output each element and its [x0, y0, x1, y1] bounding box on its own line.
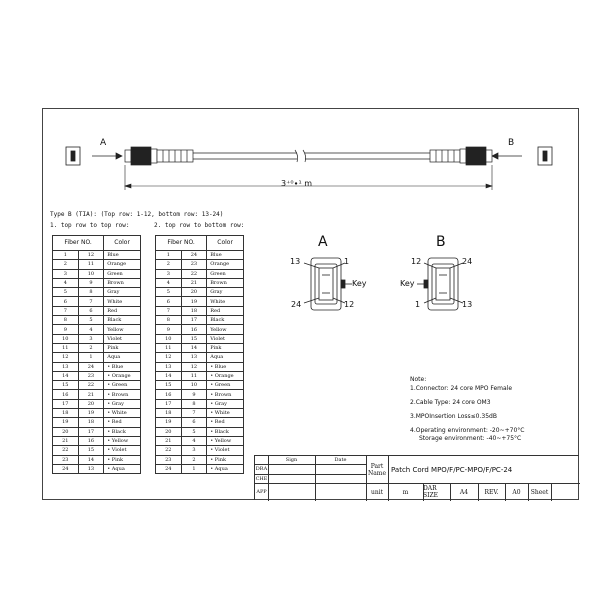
fiber-color: • Orange	[104, 371, 141, 380]
fiber-no-b: 21	[78, 390, 104, 399]
part-name-value: Patch Cord MPO/F/PC-MPO/F/PC-24	[391, 465, 513, 474]
fiber-color: • White	[207, 409, 244, 418]
fiber-no-a: 16	[53, 390, 79, 399]
fiber-color: Orange	[207, 260, 244, 269]
face-b-bottom-left: 1	[415, 300, 421, 309]
fiber-no-b: 4	[181, 436, 207, 445]
note-5: Storage environment: -40~+75°C	[419, 435, 522, 442]
date-header: Date	[334, 457, 347, 463]
fiber-color: • Blue	[207, 362, 244, 371]
fiber-color: • Gray	[207, 399, 244, 408]
fiber-no-a: 20	[53, 427, 79, 436]
fiber-color: • Black	[207, 427, 244, 436]
fiber-no-b: 5	[181, 427, 207, 436]
fiber-color: • Blue	[104, 362, 141, 371]
fiber-no-b: 6	[181, 418, 207, 427]
table2-caption: 2. top row to bottom row:	[154, 222, 245, 229]
fiber-color: Pink	[104, 343, 141, 352]
fiber-no-b: 3	[78, 334, 104, 343]
fiber-color: Red	[104, 306, 141, 315]
note-3: 3.MPOInsertion Loss≤0.35dB	[410, 413, 497, 420]
length-label: 3⁺⁰∙¹ m	[281, 179, 313, 188]
fiber-no-b: 15	[181, 334, 207, 343]
fiber-no-b: 23	[78, 371, 104, 380]
face-a-title: A	[318, 234, 328, 250]
polarity-type: Type B (TIA): (Top row: 1-12, bottom row: 13-24)	[50, 211, 224, 218]
face-b-drawing	[417, 258, 463, 310]
fiber-no-a: 18	[156, 409, 182, 418]
fiber-color: White	[207, 297, 244, 306]
fiber-no-b: 3	[181, 446, 207, 455]
row-dra: DRA	[255, 466, 268, 472]
fiber-no-a: 23	[156, 455, 182, 464]
fiber-no-a: 4	[53, 278, 79, 287]
fiber-no-a: 7	[156, 306, 182, 315]
fiber-color: Yellow	[207, 325, 244, 334]
face-a-key: Key	[352, 279, 367, 288]
fiber-no-a: 13	[53, 362, 79, 371]
fiber-color: White	[104, 297, 141, 306]
fiber-color: Green	[104, 269, 141, 278]
fiber-no-b: 17	[78, 427, 104, 436]
fiber-no-a: 18	[53, 409, 79, 418]
fiber-no-a: 6	[156, 297, 182, 306]
fiber-color: Black	[104, 316, 141, 325]
fiber-color: Brown	[104, 278, 141, 287]
fiber-color: • Violet	[207, 446, 244, 455]
table1-caption: 1. top row to top row:	[50, 222, 130, 229]
fiber-color: Violet	[104, 334, 141, 343]
color-header: Color	[207, 236, 244, 251]
fiber-no-a: 21	[156, 436, 182, 445]
fiber-no-b: 18	[181, 306, 207, 315]
fiber-color: • Pink	[207, 455, 244, 464]
fiber-no-b: 20	[78, 399, 104, 408]
fiber-no-a: 15	[156, 381, 182, 390]
row-app: APP	[256, 489, 267, 495]
fiber-color: • Black	[104, 427, 141, 436]
fiber-color: Blue	[207, 251, 244, 260]
face-a-top-left: 13	[290, 257, 301, 266]
fiber-no-a: 17	[53, 399, 79, 408]
fiber-color: Green	[207, 269, 244, 278]
fiber-no-b: 7	[181, 409, 207, 418]
fiber-no-a: 3	[53, 269, 79, 278]
fiber-color: Aqua	[104, 353, 141, 362]
fiber-no-b: 9	[181, 390, 207, 399]
fiber-color: Yellow	[104, 325, 141, 334]
fiber-no-a: 24	[156, 464, 182, 473]
fiber-no-a: 9	[156, 325, 182, 334]
title-block	[254, 455, 579, 500]
fiber-color: • White	[104, 409, 141, 418]
fiber-color: Black	[207, 316, 244, 325]
fiber-no-a: 17	[156, 399, 182, 408]
fiber-color: • Red	[104, 418, 141, 427]
fiber-no-a: 19	[53, 418, 79, 427]
fiber-no-a: 1	[53, 251, 79, 260]
face-b-title: B	[436, 234, 446, 250]
fiber-no-a: 22	[53, 446, 79, 455]
fiber-no-b: 16	[181, 325, 207, 334]
note-4: 4.Operating environment: -20~+70°C	[410, 427, 525, 434]
fiber-no-a: 12	[53, 353, 79, 362]
fiber-no-a: 16	[156, 390, 182, 399]
fiber-color: • Aqua	[207, 464, 244, 473]
fiber-no-b: 10	[181, 381, 207, 390]
fiber-no-b: 2	[181, 455, 207, 464]
end-b-label: B	[508, 138, 515, 148]
fiber-no-b: 12	[78, 251, 104, 260]
fiber-no-b: 11	[78, 260, 104, 269]
color-header: Color	[104, 236, 141, 251]
fiber-color: • Brown	[207, 390, 244, 399]
fiber-color: • Yellow	[104, 436, 141, 445]
fiber-color: • Red	[207, 418, 244, 427]
fiber-no-b: 20	[181, 288, 207, 297]
face-b-top-left: 12	[411, 257, 422, 266]
fiber-no-b: 11	[181, 371, 207, 380]
fiber-no-a: 11	[53, 343, 79, 352]
face-b-bottom-right: 13	[462, 300, 473, 309]
fiber-no-b: 6	[78, 306, 104, 315]
fiber-no-a: 11	[156, 343, 182, 352]
face-a-bottom-right: 12	[344, 300, 355, 309]
fiber-color: • Orange	[207, 371, 244, 380]
fiber-color: Violet	[207, 334, 244, 343]
sign-header: Sign	[285, 457, 298, 463]
fiber-no-header: Fiber NO.	[53, 236, 104, 251]
fiber-no-a: 6	[53, 297, 79, 306]
fiber-no-a: 15	[53, 381, 79, 390]
fiber-color: Gray	[104, 288, 141, 297]
fiber-color: Red	[207, 306, 244, 315]
fiber-color: Brown	[207, 278, 244, 287]
fiber-no-b: 12	[181, 362, 207, 371]
sheet-label: Sheet	[530, 488, 549, 496]
notes-title: Note:	[410, 376, 427, 383]
fiber-no-a: 8	[156, 316, 182, 325]
fiber-no-header: Fiber NO.	[156, 236, 207, 251]
fiber-color: Aqua	[207, 353, 244, 362]
fiber-no-a: 7	[53, 306, 79, 315]
fiber-no-b: 9	[78, 278, 104, 287]
unit-value: m	[402, 488, 409, 496]
face-a-top-right: 1	[344, 257, 350, 266]
fiber-no-a: 22	[156, 446, 182, 455]
end-a-label: A	[100, 138, 107, 148]
fiber-no-b: 10	[78, 269, 104, 278]
face-b-key: Key	[400, 279, 415, 288]
fiber-no-b: 14	[181, 343, 207, 352]
fiber-no-a: 2	[53, 260, 79, 269]
fiber-no-b: 24	[78, 362, 104, 371]
fiber-no-a: 8	[53, 316, 79, 325]
fiber-no-a: 5	[53, 288, 79, 297]
fiber-no-b: 13	[181, 353, 207, 362]
note-1: 1.Connector: 24 core MPO Female	[410, 385, 513, 392]
fiber-no-b: 2	[78, 343, 104, 352]
fiber-no-a: 12	[156, 353, 182, 362]
fiber-no-a: 10	[53, 334, 79, 343]
fiber-color: • Violet	[104, 446, 141, 455]
fiber-no-b: 16	[78, 436, 104, 445]
fiber-no-b: 17	[181, 316, 207, 325]
fiber-color: • Aqua	[104, 464, 141, 473]
fiber-no-b: 14	[78, 455, 104, 464]
fiber-no-a: 9	[53, 325, 79, 334]
fiber-no-b: 22	[78, 381, 104, 390]
fiber-no-b: 21	[181, 278, 207, 287]
fiber-no-b: 8	[181, 399, 207, 408]
fiber-no-a: 1	[156, 251, 182, 260]
face-b-top-right: 24	[462, 257, 473, 266]
fiber-color: Orange	[104, 260, 141, 269]
fiber-no-a: 24	[53, 464, 79, 473]
fiber-no-a: 13	[156, 362, 182, 371]
fiber-color: Gray	[207, 288, 244, 297]
size-value: A4	[459, 488, 469, 496]
rev-label: REV.	[484, 488, 499, 496]
fiber-no-a: 20	[156, 427, 182, 436]
fiber-color: • Green	[207, 381, 244, 390]
fiber-no-b: 7	[78, 297, 104, 306]
fiber-color: • Pink	[104, 455, 141, 464]
rev-value: A0	[512, 488, 521, 496]
fiber-no-a: 2	[156, 260, 182, 269]
fiber-color: • Brown	[104, 390, 141, 399]
fiber-no-b: 23	[181, 260, 207, 269]
fiber-color: • Green	[104, 381, 141, 390]
fiber-no-b: 18	[78, 418, 104, 427]
notes-block	[410, 376, 524, 443]
fiber-color: Blue	[104, 251, 141, 260]
fiber-no-a: 23	[53, 455, 79, 464]
fiber-no-b: 1	[181, 464, 207, 473]
face-a-bottom-left: 24	[291, 300, 302, 309]
unit-label: unit	[370, 488, 384, 496]
fiber-no-b: 19	[181, 297, 207, 306]
fiber-no-a: 4	[156, 278, 182, 287]
fiber-no-b: 13	[78, 464, 104, 473]
fiber-no-b: 24	[181, 251, 207, 260]
fiber-no-b: 8	[78, 288, 104, 297]
fiber-no-b: 4	[78, 325, 104, 334]
note-2: 2.Cable Type: 24 core OM3	[410, 399, 491, 406]
fiber-no-a: 14	[53, 371, 79, 380]
fiber-no-a: 3	[156, 269, 182, 278]
fiber-no-a: 19	[156, 418, 182, 427]
fiber-no-a: 10	[156, 334, 182, 343]
fiber-no-b: 19	[78, 409, 104, 418]
part-name-label: Part Name	[367, 462, 387, 477]
fiber-no-b: 22	[181, 269, 207, 278]
fiber-no-a: 5	[156, 288, 182, 297]
fiber-no-b: 1	[78, 353, 104, 362]
fiber-color: Pink	[207, 343, 244, 352]
fiber-color: • Yellow	[207, 436, 244, 445]
row-che: CHE	[255, 475, 268, 482]
drw-size-label: DAR SIZE	[423, 485, 439, 499]
fiber-no-b: 15	[78, 446, 104, 455]
fiber-no-b: 5	[78, 316, 104, 325]
fiber-no-a: 21	[53, 436, 79, 445]
fiber-no-a: 14	[156, 371, 182, 380]
fiber-color: • Gray	[104, 399, 141, 408]
